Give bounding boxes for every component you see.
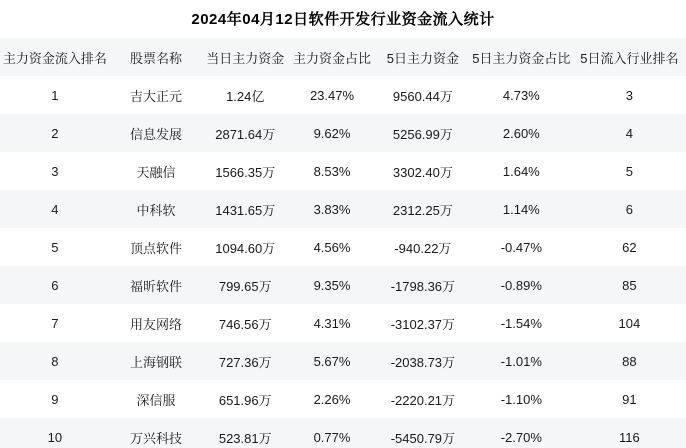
cell-5day-industry-rank: 6 xyxy=(625,201,633,217)
cell-main-inflow-rank: 7 xyxy=(51,315,59,331)
cell-main-fund-ratio: 0.77% xyxy=(313,429,351,445)
cell-5day-industry-rank: 3 xyxy=(625,87,633,103)
cell-main-fund-ratio: 9.62% xyxy=(313,125,351,141)
cell-main-inflow-rank: 4 xyxy=(51,201,59,217)
cell-today-main-fund: 799.65万 xyxy=(218,278,272,294)
header-5day-main-fund: 5日主力资金 xyxy=(386,50,459,66)
header-today-main-fund: 当日主力资金 xyxy=(206,50,285,66)
cell-5day-fund-ratio: -1.01% xyxy=(500,353,542,369)
cell-main-inflow-rank: 5 xyxy=(51,239,59,255)
cell-5day-main-fund: 5256.99万 xyxy=(392,126,453,142)
cell-5day-industry-rank: 85 xyxy=(622,277,637,293)
table-row xyxy=(0,152,686,190)
table-row xyxy=(0,190,686,228)
cell-main-fund-ratio: 4.31% xyxy=(313,315,351,331)
header-main-fund-ratio: 主力资金占比 xyxy=(293,50,372,66)
table-row xyxy=(0,342,686,380)
cell-main-inflow-rank: 10 xyxy=(47,429,63,445)
header-5day-industry-rank: 5日流入行业排名 xyxy=(580,50,679,66)
cell-today-main-fund: 1566.35万 xyxy=(215,164,276,180)
table-row xyxy=(0,304,686,342)
cell-main-fund-ratio: 8.53% xyxy=(313,163,351,179)
table-body xyxy=(0,76,686,448)
cell-today-main-fund: 523.81万 xyxy=(218,430,272,446)
cell-main-inflow-rank: 9 xyxy=(51,391,59,407)
cell-today-main-fund: 1.24亿 xyxy=(226,88,265,104)
cell-5day-industry-rank: 62 xyxy=(622,239,637,255)
cell-5day-main-fund: -5450.79万 xyxy=(390,430,456,446)
cell-5day-main-fund: -1798.36万 xyxy=(390,278,456,294)
cell-5day-industry-rank: 4 xyxy=(625,125,633,141)
cell-today-main-fund: 1431.65万 xyxy=(215,202,276,218)
cell-5day-fund-ratio: -1.54% xyxy=(500,315,542,331)
cell-main-fund-ratio: 9.35% xyxy=(313,277,351,293)
cell-main-inflow-rank: 3 xyxy=(51,163,59,179)
cell-stock-name: 吉大正元 xyxy=(130,88,183,104)
cell-main-fund-ratio: 4.56% xyxy=(313,239,351,255)
cell-main-inflow-rank: 8 xyxy=(51,353,59,369)
cell-stock-name: 深信服 xyxy=(136,392,176,408)
cell-today-main-fund: 746.56万 xyxy=(218,316,272,332)
cell-stock-name: 万兴科技 xyxy=(130,430,183,446)
cell-5day-main-fund: -2038.73万 xyxy=(390,354,456,370)
cell-5day-industry-rank: 88 xyxy=(622,353,637,369)
table-row xyxy=(0,76,686,114)
cell-stock-name: 中科软 xyxy=(136,202,176,218)
cell-5day-main-fund: -2220.21万 xyxy=(390,392,456,408)
cell-stock-name: 上海钢联 xyxy=(130,354,183,370)
cell-stock-name: 顶点软件 xyxy=(130,240,183,256)
cell-stock-name: 信息发展 xyxy=(130,126,183,142)
cell-5day-industry-rank: 5 xyxy=(625,163,633,179)
cell-5day-fund-ratio: -0.47% xyxy=(500,239,542,255)
table-header-row xyxy=(0,38,686,76)
cell-5day-fund-ratio: -2.70% xyxy=(500,429,542,445)
cell-today-main-fund: 727.36万 xyxy=(218,354,272,370)
cell-main-fund-ratio: 5.67% xyxy=(313,353,351,369)
cell-5day-main-fund: 2312.25万 xyxy=(392,202,453,218)
cell-stock-name: 福昕软件 xyxy=(130,278,183,294)
table-header xyxy=(0,38,686,76)
cell-main-inflow-rank: 6 xyxy=(51,277,59,293)
cell-5day-main-fund: -3102.37万 xyxy=(390,316,456,332)
fund-flow-table xyxy=(0,38,686,448)
cell-stock-name: 天融信 xyxy=(136,164,176,180)
table-row xyxy=(0,228,686,266)
cell-5day-main-fund: 3302.40万 xyxy=(392,164,453,180)
table-row xyxy=(0,380,686,418)
cell-5day-fund-ratio: -1.10% xyxy=(500,391,542,407)
cell-5day-fund-ratio: 1.14% xyxy=(502,201,540,217)
cell-5day-industry-rank: 104 xyxy=(618,315,641,331)
cell-5day-main-fund: -940.22万 xyxy=(394,240,452,256)
cell-5day-industry-rank: 116 xyxy=(619,429,640,445)
page-title: 2024年04月12日软件开发行业资金流入统计 xyxy=(191,11,495,28)
table-row xyxy=(0,266,686,304)
cell-main-fund-ratio: 2.26% xyxy=(313,391,351,407)
cell-stock-name: 用友网络 xyxy=(130,316,183,332)
cell-5day-fund-ratio: 2.60% xyxy=(502,125,540,141)
cell-5day-main-fund: 9560.44万 xyxy=(392,88,453,104)
cell-main-fund-ratio: 3.83% xyxy=(313,201,351,217)
cell-today-main-fund: 1094.60万 xyxy=(215,240,276,256)
cell-today-main-fund: 2871.64万 xyxy=(215,126,276,142)
cell-5day-fund-ratio: 1.64% xyxy=(502,163,540,179)
cell-main-inflow-rank: 1 xyxy=(51,87,59,103)
cell-5day-fund-ratio: -0.89% xyxy=(500,277,542,293)
table-row xyxy=(0,418,686,448)
cell-today-main-fund: 651.96万 xyxy=(218,392,272,408)
cell-5day-fund-ratio: 4.73% xyxy=(502,87,540,103)
cell-main-inflow-rank: 2 xyxy=(51,125,59,141)
header-5day-fund-ratio: 5日主力资金占比 xyxy=(472,50,571,66)
header-stock-name: 股票名称 xyxy=(130,50,183,66)
header-main-inflow-rank: 主力资金流入排名 xyxy=(2,50,107,66)
table-row xyxy=(0,114,686,152)
cell-main-fund-ratio: 23.47% xyxy=(309,87,355,103)
cell-5day-industry-rank: 91 xyxy=(622,391,637,407)
